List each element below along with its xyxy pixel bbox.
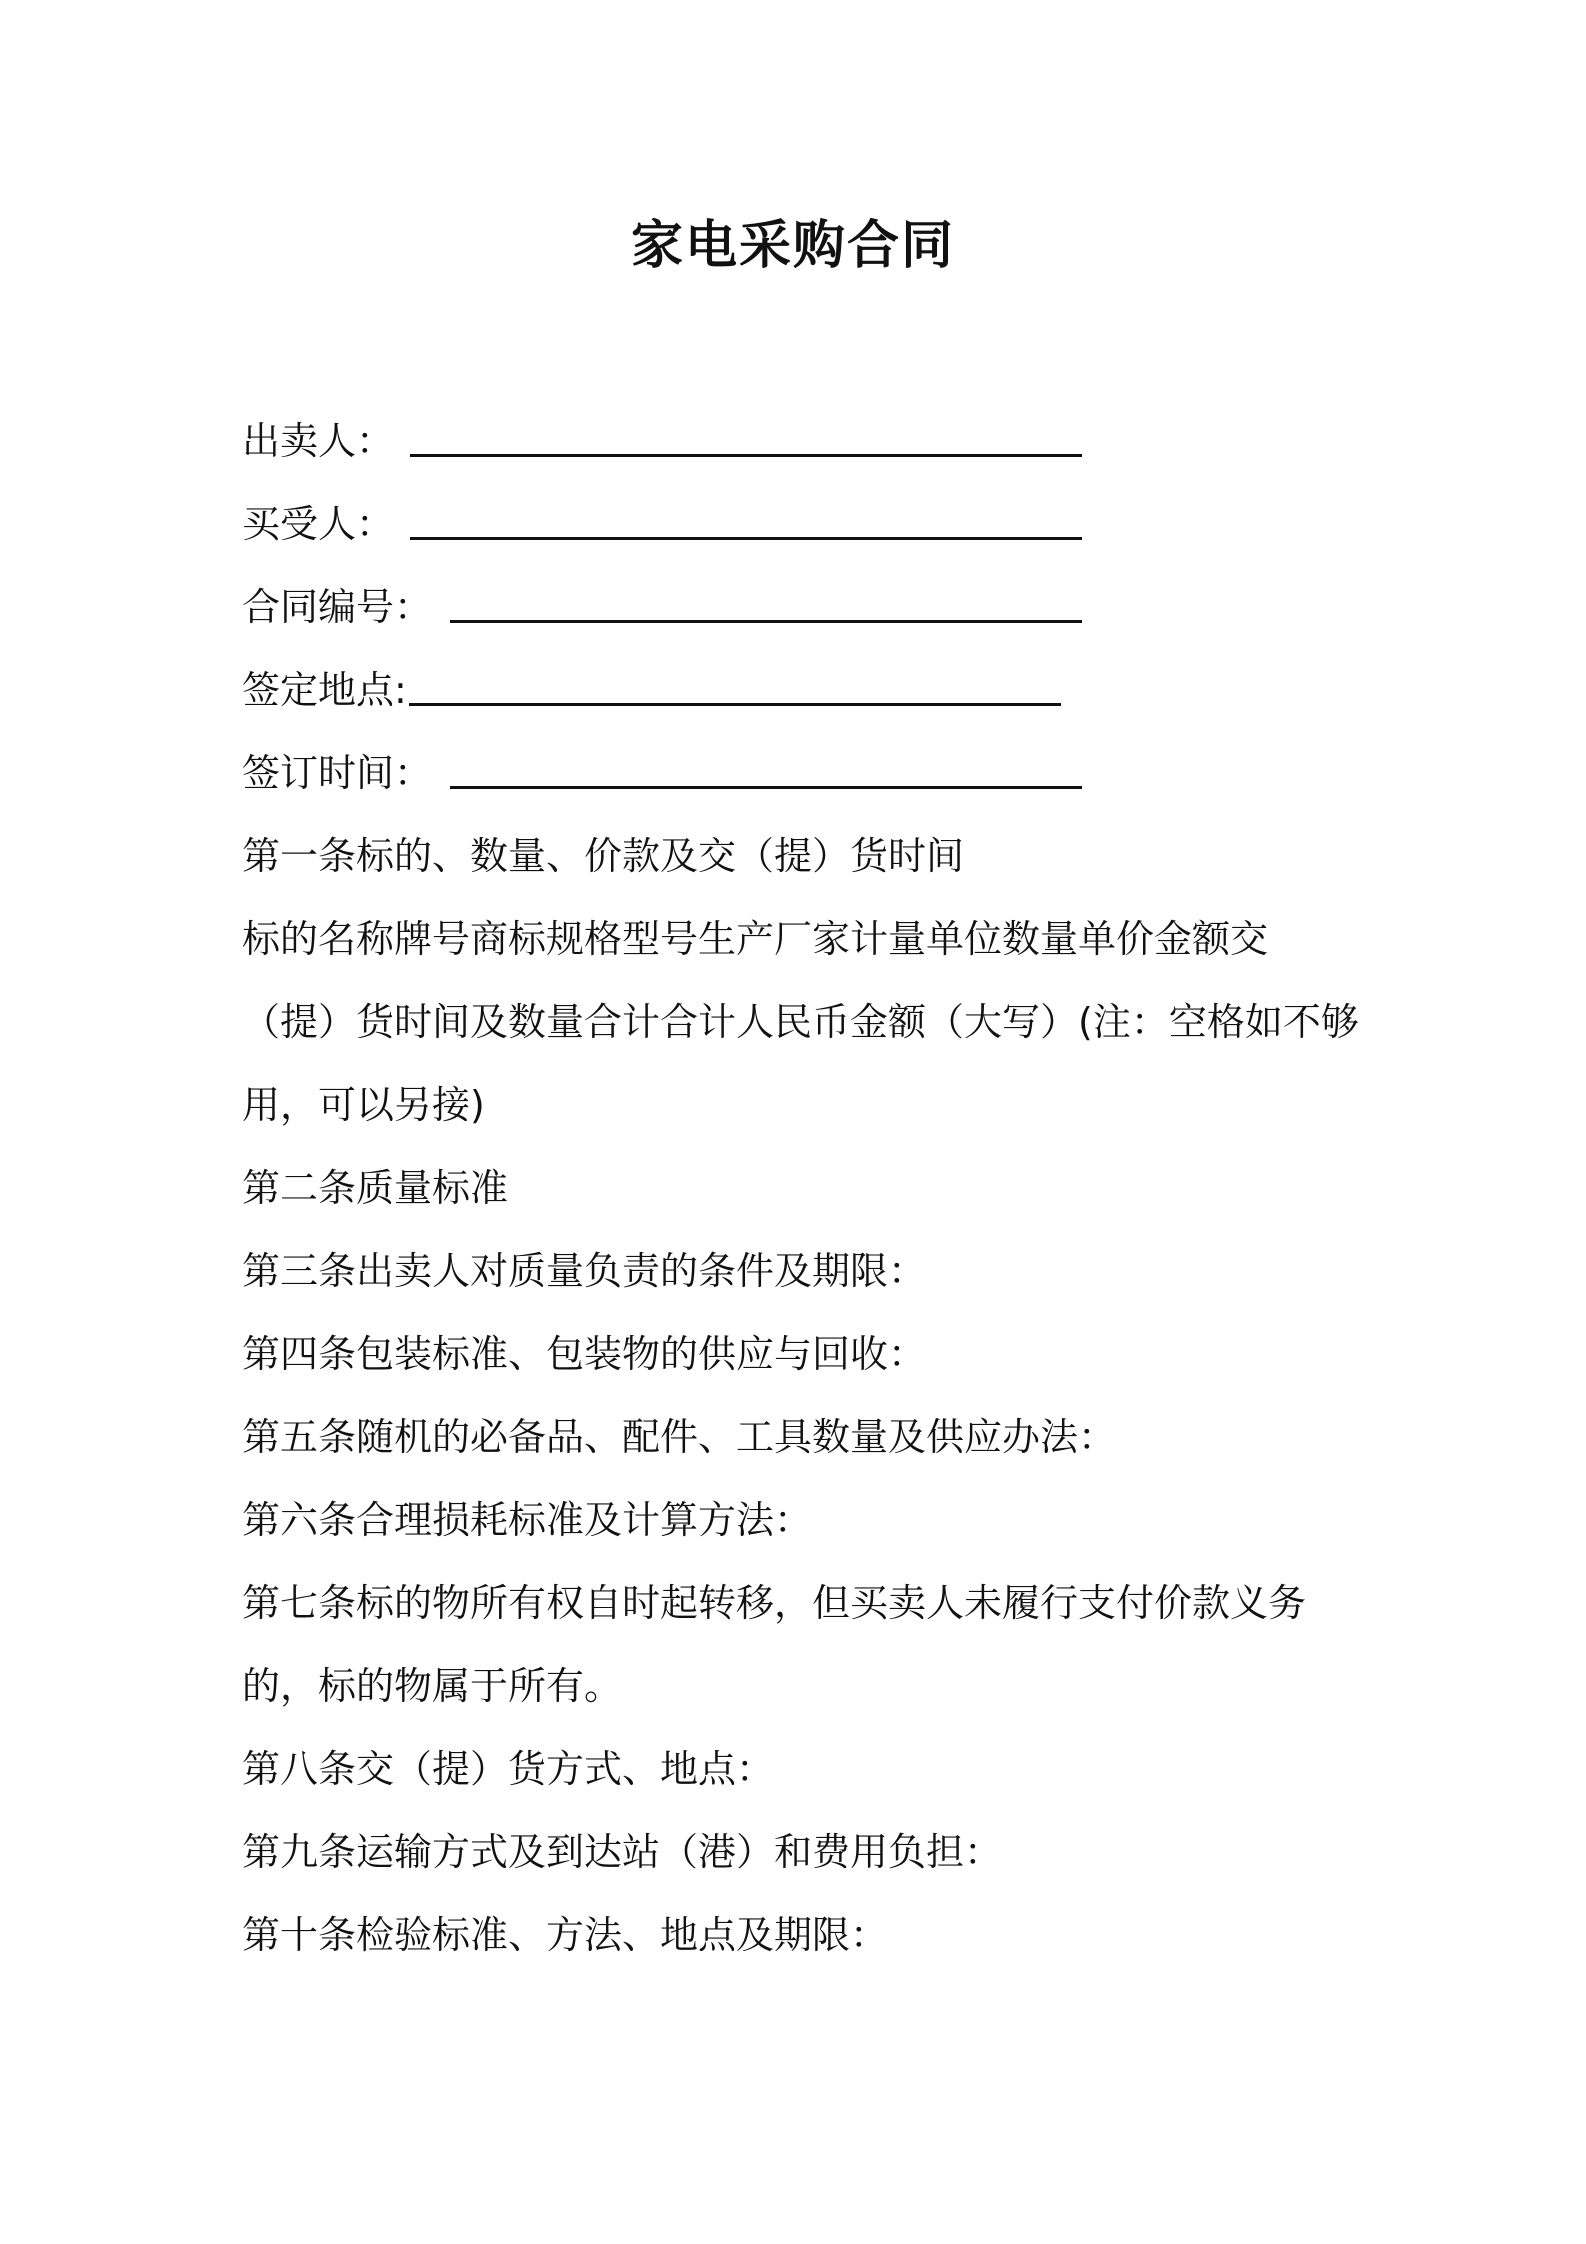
signing-time-field xyxy=(242,732,1362,815)
contract-body xyxy=(242,400,1362,1977)
article-4: 第四条包装标准、包装物的供应与回收： xyxy=(242,1332,927,1376)
signing-place-label: 签定地点: xyxy=(242,668,407,712)
document-title: 家电采购合同 xyxy=(630,216,955,276)
seller-label: 出卖人： xyxy=(242,419,395,463)
seller-blank-line xyxy=(410,454,1082,457)
article-1: 第一条标的、数量、价款及交（提）货时间 xyxy=(242,834,965,878)
buyer-blank-line xyxy=(410,537,1082,540)
buyer-field xyxy=(242,483,1362,566)
article-5: 第五条随机的必备品、配件、工具数量及供应办法： xyxy=(242,1415,1117,1459)
signing-place-blank-line xyxy=(409,703,1061,706)
article-8: 第八条交（提）货方式、地点： xyxy=(242,1747,775,1791)
article-3: 第三条出卖人对质量负责的条件及期限： xyxy=(242,1249,927,1293)
article-9: 第九条运输方式及到达站（港）和费用负担： xyxy=(242,1830,1003,1874)
signing-time-label: 签订时间： xyxy=(242,751,433,795)
contract-number-label: 合同编号： xyxy=(242,585,433,629)
article-1-detail: 标的名称牌号商标规格型号生产厂家计量单位数量单价金额交（提）货时间及数量合计合计人民币金额（大写）(注：空格如不够用，可以另接) xyxy=(242,917,1359,1127)
signing-place-field xyxy=(242,649,1362,732)
contract-number-field xyxy=(242,566,1362,649)
buyer-label: 买受人： xyxy=(242,502,395,546)
article-6: 第六条合理损耗标准及计算方法： xyxy=(242,1498,813,1542)
contract-number-blank-line xyxy=(450,620,1082,623)
article-7: 第七条标的物所有权自时起转移，但买卖人未履行支付价款义务的，标的物属于所有。 xyxy=(242,1581,1307,1708)
seller-field xyxy=(242,400,1362,483)
article-2: 第二条质量标准 xyxy=(242,1166,509,1210)
article-10: 第十条检验标准、方法、地点及期限： xyxy=(242,1913,889,1957)
signing-time-blank-line xyxy=(450,786,1082,789)
